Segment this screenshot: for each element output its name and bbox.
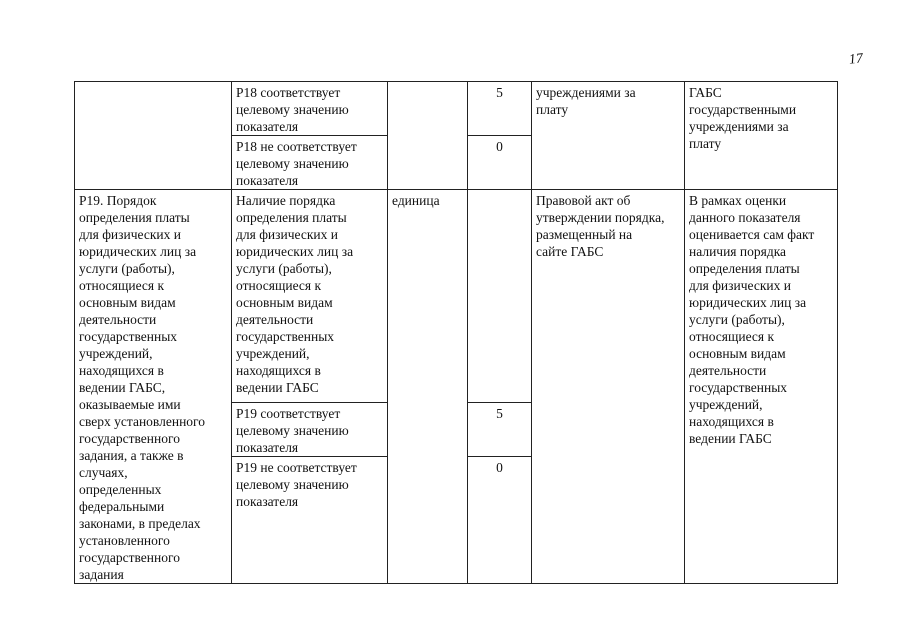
unit-cell: единица bbox=[388, 190, 468, 584]
note-cell: В рамках оценки данного показателя оценивается сам факт наличия порядка определения платы для физических и юридических лиц за услуги (работы), относящиеся к основным видам деятельности государственных учреждений, находящихся в ведении ГАБС bbox=[685, 190, 838, 584]
condition-cell: P19 не соответствует целевому значению показателя bbox=[232, 457, 388, 584]
table-row bbox=[75, 82, 838, 136]
note-cell: ГАБС государственными учреждениями за плату bbox=[685, 82, 838, 190]
score-cell: 5 bbox=[468, 402, 532, 457]
description-cell: Наличие порядка определения платы для физических и юридических лиц за услуги (работы), относящиеся к основным видам деятельности государственных учреждений, находящихся в ведении ГАБС bbox=[232, 190, 388, 403]
criterion-cell bbox=[75, 82, 232, 190]
condition-cell: P19 соответствует целевому значению показателя bbox=[232, 402, 388, 457]
score-cell bbox=[468, 190, 532, 403]
condition-cell: P18 соответствует целевому значению показателя bbox=[232, 82, 388, 136]
condition-cell: P18 не соответствует целевому значению показателя bbox=[232, 136, 388, 190]
score-cell: 0 bbox=[468, 457, 532, 584]
source-cell: Правовой акт об утверждении порядка, размещенный на сайте ГАБС bbox=[532, 190, 685, 584]
source-cell: учреждениями за плату bbox=[532, 82, 685, 190]
criterion-cell: P19. Порядок определения платы для физических и юридических лиц за услуги (работы), относящиеся к основным видам деятельности государственных учреждений, находящихся в ведении ГАБС, оказываемые ими сверх установленного государственного задания, а также в случаях, определенных федеральными законами, в пределах установленного государственного задания bbox=[75, 190, 232, 584]
score-cell: 0 bbox=[468, 136, 532, 190]
criteria-table bbox=[74, 81, 838, 584]
unit-cell bbox=[388, 82, 468, 190]
page-number: 17 bbox=[848, 51, 864, 68]
table-row bbox=[75, 190, 838, 403]
score-cell: 5 bbox=[468, 82, 532, 136]
